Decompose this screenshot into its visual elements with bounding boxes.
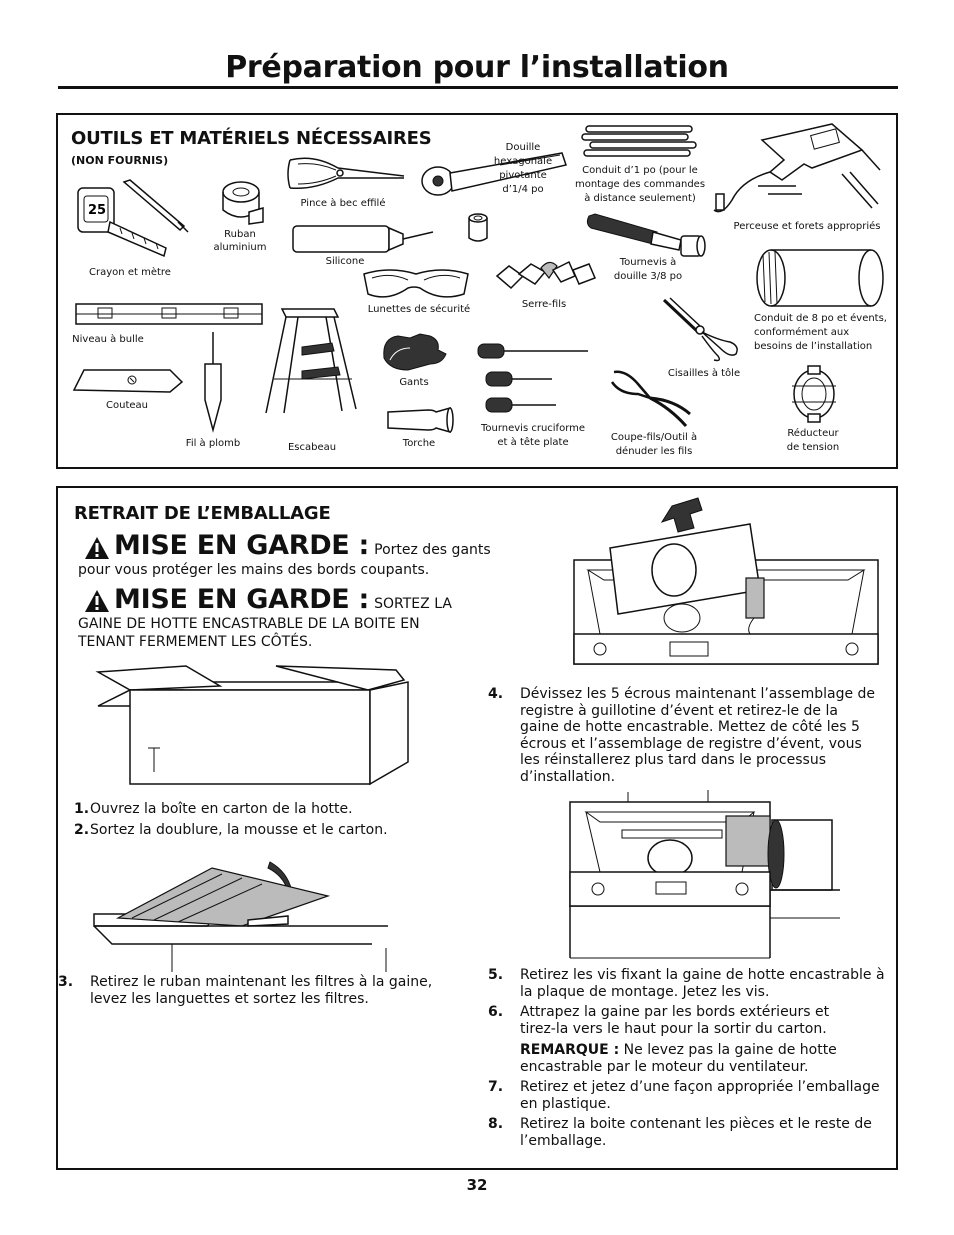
label-tournevis-douille-2: douille 3/8 po bbox=[613, 271, 683, 282]
housing-carton-illustration bbox=[566, 786, 842, 962]
step-7-number: 7. bbox=[488, 1079, 504, 1095]
label-reducteur-2: de tension bbox=[786, 442, 840, 453]
pencil-icon bbox=[120, 178, 190, 233]
warning-triangle-icon bbox=[84, 589, 110, 613]
label-tournevis-cruciforme-1: Tournevis cruciforme bbox=[480, 423, 586, 434]
label-niveau: Niveau à bulle bbox=[72, 334, 144, 345]
step-2-text: Sortez la doublure, la mousse et le carton. bbox=[90, 822, 388, 838]
step-7-text: Retirez et jetez d’une façon appropriée l’emballage en plastique. bbox=[520, 1079, 880, 1112]
step-4 bbox=[488, 686, 880, 785]
filter-removal-illustration bbox=[92, 848, 392, 972]
stepladder-icon bbox=[262, 305, 360, 417]
label-lunettes: Lunettes de sécurité bbox=[367, 304, 471, 315]
label-conduit1-3: à distance seulement) bbox=[584, 193, 696, 204]
silicone-tube-icon bbox=[291, 222, 436, 256]
label-coupe-fils-1: Coupe-fils/Outil à bbox=[610, 432, 698, 443]
label-conduit8-1: Conduit de 8 po et évents, bbox=[754, 313, 887, 324]
label-douille-2: hexagonale bbox=[493, 156, 553, 167]
remark bbox=[520, 1042, 860, 1075]
label-conduit8-3: besoins de l’installation bbox=[754, 341, 873, 352]
label-pince: Pince à bec effilé bbox=[300, 198, 386, 209]
label-reducteur-1: Réducteur bbox=[787, 428, 839, 439]
step-3 bbox=[58, 974, 450, 1007]
wire-nuts-icon bbox=[493, 252, 603, 292]
step-1-text: Ouvrez la boîte en carton de la hotte. bbox=[90, 801, 353, 817]
label-ruban-2: aluminium bbox=[213, 242, 267, 253]
flashlight-icon bbox=[384, 406, 456, 434]
bubble-level-icon bbox=[74, 302, 264, 326]
open-carton-illustration bbox=[96, 662, 416, 786]
screwdrivers-icon bbox=[476, 340, 592, 416]
page-number: 32 bbox=[466, 1176, 488, 1194]
svg-text:25: 25 bbox=[88, 203, 107, 218]
step-3-number: 3. bbox=[58, 974, 74, 990]
needle-nose-pliers-icon bbox=[284, 154, 409, 194]
label-crayon: Crayon et mètre bbox=[89, 267, 171, 278]
label-conduit8-2: conformément aux bbox=[754, 327, 850, 338]
conduit-1in-icon bbox=[580, 124, 700, 162]
round-duct-icon bbox=[755, 248, 887, 310]
label-douille-4: d’1/4 po bbox=[502, 184, 544, 195]
tin-snips-icon bbox=[660, 296, 744, 362]
step-7 bbox=[488, 1079, 900, 1112]
step-5-number: 5. bbox=[488, 967, 504, 983]
drill-icon bbox=[712, 120, 882, 220]
warning-triangle-icon bbox=[84, 536, 110, 560]
aluminum-tape-icon bbox=[219, 178, 263, 226]
label-conduit1-2: montage des commandes bbox=[574, 179, 706, 190]
label-ruban-1: Ruban bbox=[224, 229, 256, 240]
warning-2-title: MISE EN GARDE : bbox=[114, 584, 370, 615]
label-silicone: Silicone bbox=[325, 256, 365, 267]
label-tournevis-douille-1: Tournevis à bbox=[619, 257, 677, 268]
label-torche: Torche bbox=[402, 438, 436, 449]
label-couteau: Couteau bbox=[106, 400, 148, 411]
step-2-number: 2. bbox=[74, 822, 90, 838]
nut-driver-icon bbox=[585, 210, 715, 258]
tools-heading: OUTILS ET MATÉRIELS NÉCESSAIRES bbox=[71, 128, 432, 149]
socket-icon bbox=[466, 212, 490, 244]
label-serre-fils: Serre-fils bbox=[521, 299, 567, 310]
warning-2-rest-2: TENANT FERMEMENT LES CÔTÉS. bbox=[78, 634, 313, 650]
plumb-bob-icon bbox=[200, 330, 226, 434]
wire-strippers-icon bbox=[610, 368, 692, 430]
step-8-text: Retirez la boite contenant les pièces et le reste de l’emballage. bbox=[520, 1116, 872, 1149]
step-8-number: 8. bbox=[488, 1116, 504, 1132]
step-6-text: Attrapez la gaine par les bords extérieurs et tirez-la vers le haut pour la sortir du carton. bbox=[520, 1004, 830, 1037]
step-2 bbox=[74, 822, 474, 839]
label-conduit1-1: Conduit d’1 po (pour le bbox=[582, 165, 698, 176]
label-douille-1: Douille bbox=[505, 142, 541, 153]
remark-text: Ne levez pas la gaine de hotte encastrable par le moteur du ventilateur. bbox=[520, 1042, 837, 1075]
warning-2-inline: SORTEZ LA bbox=[374, 596, 452, 612]
step-8 bbox=[488, 1116, 880, 1149]
label-perceuse: Perceuse et forets appropriés bbox=[733, 221, 881, 232]
utility-knife-icon bbox=[70, 362, 186, 396]
label-coupe-fils-2: dénuder les fils bbox=[615, 446, 693, 457]
warning-1 bbox=[114, 530, 491, 561]
step-5-text: Retirez les vis fixant la gaine de hotte encastrable à la plaque de montage. Jetez les vis. bbox=[520, 967, 885, 1000]
label-gants: Gants bbox=[399, 377, 429, 388]
step-5 bbox=[488, 967, 890, 1000]
tools-subheading: (NON FOURNIS) bbox=[71, 154, 169, 167]
warning-2-rest-1: GAINE DE HOTTE ENCASTRABLE DE LA BOITE EN bbox=[78, 616, 420, 632]
warning-1-title: MISE EN GARDE : bbox=[114, 530, 370, 561]
label-fil-plomb: Fil à plomb bbox=[185, 438, 241, 449]
warning-1-rest: pour vous protéger les mains des bords coupants. bbox=[78, 562, 430, 578]
label-escabeau: Escabeau bbox=[287, 442, 337, 453]
gloves-icon bbox=[380, 330, 450, 374]
label-cisailles: Cisailles à tôle bbox=[667, 368, 741, 379]
remark-label: REMARQUE : bbox=[520, 1042, 620, 1058]
step-4-number: 4. bbox=[488, 686, 504, 702]
title-rule bbox=[58, 86, 898, 89]
page-title: Préparation pour l’installation bbox=[225, 50, 729, 85]
warning-1-inline: Portez des gants bbox=[374, 542, 491, 558]
safety-glasses-icon bbox=[360, 264, 472, 302]
damper-removal-illustration bbox=[570, 494, 886, 676]
warning-2 bbox=[114, 584, 452, 615]
step-6-number: 6. bbox=[488, 1004, 504, 1020]
strain-relief-icon bbox=[788, 364, 840, 424]
step-1 bbox=[74, 801, 474, 818]
step-4-text: Dévissez les 5 écrous maintenant l’assemblage de registre à guillotine d’évent et retirez-le de la gaine de hotte encastrable. Mettez de côté les 5 écrous et l’assemblage de registre d’évent, vous les réinstallerez plus tard dans le processus d’installation. bbox=[520, 686, 876, 785]
unpack-heading: RETRAIT DE L’EMBALLAGE bbox=[74, 503, 331, 524]
step-6 bbox=[488, 1004, 860, 1037]
label-tournevis-cruciforme-2: et à tête plate bbox=[497, 437, 569, 448]
label-douille-3: pivotante bbox=[499, 170, 547, 181]
step-1-number: 1. bbox=[74, 801, 90, 817]
step-3-text: Retirez le ruban maintenant les filtres à la gaine, levez les languettes et sortez les filtres. bbox=[90, 974, 433, 1007]
